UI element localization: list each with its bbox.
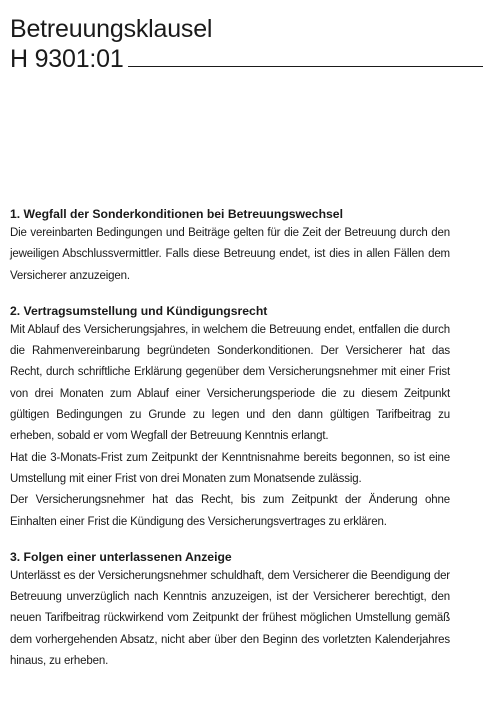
section-3 [10, 548, 450, 672]
section-paragraph: Unterlässt es der Versicherungsnehmer schuldhaft, dem Versicherer die Beendigung der Betreuung unverzüglich nach Kenntnis anzuzeigen, ist der Versicherer berechtigt, den neuen Tarifbeitrag rückwirkend vom Zeitpunkt der frühest möglichen Umstellung gemäß dem vorhergehenden Absatz, nicht aber über den Beginn des vorletzten Kalenderjahres hinaus, zu erheben. [10, 569, 450, 668]
section-heading: 3. Folgen einer unterlassenen Anzeige [10, 549, 232, 564]
section-heading: 1. Wegfall der Sonderkonditionen bei Betreuungswechsel [10, 207, 343, 221]
section-paragraph: Die vereinbarten Bedingungen und Beiträge gelten für die Zeit der Betreuung durch den jeweiligen Abschlussvermittler. Falls diese Betreuung endet, ist dies in allen Fällen dem Versicherer anzuzeigen. [10, 227, 450, 282]
section-2 [10, 302, 450, 533]
section-paragraph: Hat die 3-Monats-Frist zum Zeitpunkt der Kenntnisnahme bereits begonnen, so ist eine Umstellung mit einer Frist von drei Monaten zum Monatsende zulässig. [10, 451, 450, 485]
document-code-row [10, 44, 483, 74]
document-header [10, 14, 483, 74]
section-heading: 2. Vertragsumstellung und Kündigungsrecht [10, 303, 268, 318]
section-paragraph: Der Versicherungsnehmer hat das Recht, bis zum Zeitpunkt der Änderung ohne Einhalten einer Frist die Kündigung des Versicherungsvertrages zu erklären. [10, 494, 450, 528]
header-rule [128, 66, 483, 67]
document-code: H 9301:01 [10, 45, 124, 73]
document-title: Betreuungsklausel [10, 15, 213, 43]
section-paragraph: Mit Ablauf des Versicherungsjahres, in welchem die Betreuung endet, entfallen die durch die Rahmenvereinbarung begründeten Sonderkonditionen. Der Versicherer hat das Recht, durch schriftliche Erklärung gegenüber dem Versicherungsnehmer mit einer Frist von drei Monaten zum Ablauf einer Versicherungsperiode die zu diesem Zeitpunkt gültigen Bedingungen zu Grunde zu legen und den dann gültigen Tarifbeitrag zu erheben, sobald er vom Wegfall der Betreuung Kenntnis erlangt. [10, 323, 450, 443]
section-1 [10, 205, 450, 287]
document-body [10, 205, 450, 687]
